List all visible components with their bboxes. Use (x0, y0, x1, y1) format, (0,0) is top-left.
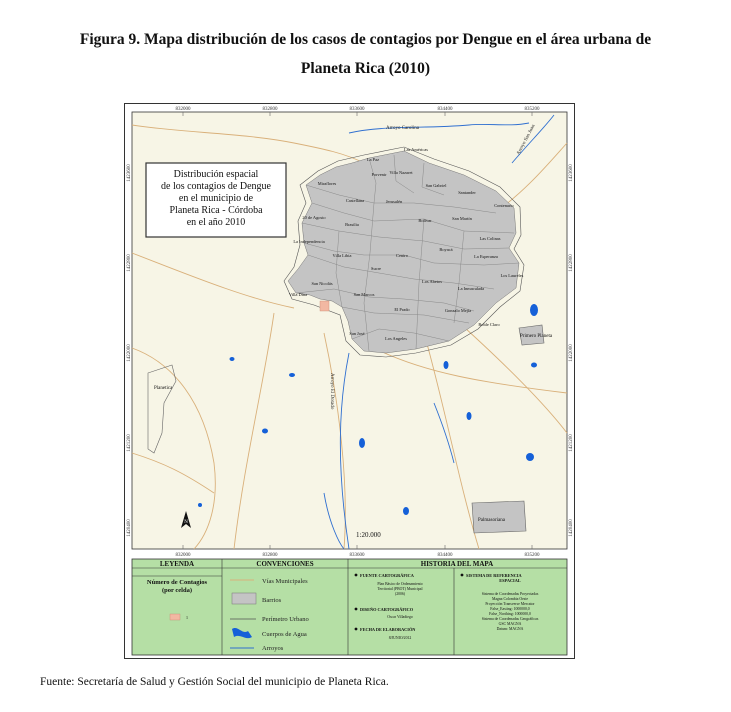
barrio-label: Las Américas (403, 147, 429, 152)
barrio-label: Villa Libia (332, 253, 352, 258)
history-reference-line: Proyección Transverse Mercator (485, 602, 535, 606)
history-date-body: 8/JUNIO/2012 (388, 636, 412, 640)
legend-barrios-swatch (232, 593, 256, 604)
stream-label: Arroyo El Dorado (329, 373, 334, 410)
history-reference-line: False_Easting: 1000000,0 (490, 607, 530, 611)
figure-title-line-2: Planeta Rica (2010) (300, 60, 431, 77)
svg-text:N: N (184, 520, 188, 525)
barrio-label: La Paz (366, 157, 380, 162)
barrio-label: La Inmaculada (457, 286, 485, 291)
y-tick-right: 1421200 (569, 434, 574, 452)
stream-label: Arroyo San Juan (516, 123, 537, 156)
barrio-label: Jerusalén (385, 199, 403, 204)
legend-case-value: 1 (186, 615, 188, 620)
history-reference-line: GSC MAGNA (498, 622, 522, 626)
y-tick-left: 1422800 (127, 254, 132, 272)
barrio-label: Los Angeles (385, 336, 407, 341)
barrio-label: Brasilia (345, 222, 359, 227)
y-tick-left: 1423600 (127, 164, 132, 182)
inset-title-line: Distribución espacial (173, 169, 259, 180)
history-source-title: FUENTE CARTOGRÁFICA (360, 573, 414, 578)
legend-heading: LEYENDA (159, 560, 195, 568)
history-reference-title: ESPACIAL (499, 578, 521, 583)
x-tick-top: 833600 (349, 107, 365, 112)
water-body (262, 429, 268, 434)
barrio-label: El Prado (394, 307, 410, 312)
history-design-body: Oscar Villadiego (387, 615, 413, 619)
barrio-label: San Gabriel (425, 183, 447, 188)
x-tick-top: 832800 (262, 107, 278, 112)
history-reference-line: Datum: MAGNA (496, 627, 524, 631)
inset-title-line: de los contagios de Dengue (161, 181, 271, 192)
barrio-label: La Independencia (293, 239, 325, 244)
map-history-heading: HISTORIA DEL MAPA (420, 560, 494, 568)
water-body (526, 453, 534, 461)
legend-per-cell-label: (por celda) (161, 587, 193, 594)
legend-roads-label: Vías Municipales (262, 578, 308, 585)
history-source-line: Territorial (PBOT) Municipal (377, 587, 423, 591)
barrio-label: Santander (458, 190, 476, 195)
water-body (531, 363, 537, 368)
water-body (198, 503, 202, 507)
y-tick-left: 1421200 (127, 434, 132, 452)
barrio-label: San Nicolás (311, 281, 333, 286)
x-tick-top: 835200 (524, 107, 540, 112)
water-body (403, 507, 409, 515)
history-date-title: FECHA DE ELABORACIÓN (360, 627, 416, 632)
y-tick-left: 1422000 (127, 344, 132, 362)
barrio-label: Roble Claro (478, 322, 500, 327)
legend-water-label: Cuerpos de Agua (262, 631, 307, 638)
legend-barrios-label: Barrios (262, 597, 282, 604)
barrio-label: Villa Nazaret (389, 170, 413, 175)
place-label: Palmasoriana (478, 518, 505, 523)
water-body (467, 412, 472, 420)
barrio-label: Gonzalo Mejía (444, 308, 472, 313)
legend-case-swatch (170, 614, 180, 620)
dengue-map (124, 103, 575, 659)
figure-title-line-1: Figura 9. Mapa distribución de los casos de contagios por Dengue en el área urbana de (79, 31, 652, 48)
history-reference-line: Sistema de Coordenadas Geográficas (481, 617, 539, 621)
x-tick-bottom: 832000 (175, 553, 191, 558)
barrio-label: Contenario (494, 203, 514, 208)
history-source-line: (2006) (394, 592, 406, 596)
barrio-label: San José (349, 331, 365, 336)
barrio-label: Centro (396, 253, 408, 258)
barrio-label: Bolívar (418, 218, 432, 223)
inset-title-line: en el municipio de (178, 193, 254, 204)
barrio-label: Las Colinas (479, 236, 501, 241)
inset-title-line: en el año 2010 (186, 217, 246, 228)
history-design-title: DISEÑO CARTOGRÁFICO (360, 607, 414, 612)
water-body (230, 357, 235, 361)
inset-title-line: Planeta Rica - Córdoba (169, 205, 263, 216)
dengue-case-cells (320, 301, 329, 311)
y-tick-right: 1422800 (569, 254, 574, 272)
stream-label: Arroyo Carolina (386, 126, 419, 131)
conventions-heading: CONVENCIONES (256, 560, 314, 568)
y-tick-left: 1420400 (127, 519, 132, 537)
barrio-label: Porvenir (371, 172, 387, 177)
water-body (359, 438, 365, 448)
barrio-label: 20 de Agosto (302, 215, 326, 220)
barrio-label: San Martín (452, 216, 472, 221)
barrio-label: Sucre (371, 266, 381, 271)
y-tick-right: 1423600 (569, 164, 574, 182)
barrio-label: San Marcos (353, 292, 375, 297)
barrio-label: Los Laureles (500, 273, 524, 278)
history-reference-line: False_Northing: 1000000,0 (489, 612, 531, 616)
history-reference-line: Magna Colombia Oeste (491, 597, 529, 601)
legend-count-label: Número de Contagios (146, 579, 208, 586)
barrio-label: La Esperanza (474, 254, 498, 259)
x-tick-top: 834400 (437, 107, 453, 112)
history-reference-title: SISTEMA DE REFERENCIA (466, 573, 522, 578)
inset-title-box (146, 163, 286, 237)
legend-streams-label: Arroyos (262, 645, 284, 652)
history-reference-line: Sistema de Coordenadas Proyectadas (481, 592, 539, 596)
y-tick-right: 1422000 (569, 344, 574, 362)
water-body (530, 304, 538, 316)
place-label: Primero Planeta (520, 334, 553, 339)
legend-panel (132, 559, 567, 655)
barrio-label: Castellana (345, 198, 365, 203)
water-body (289, 373, 295, 377)
barrio-label: Los Abetos (422, 279, 442, 284)
map-scale: 1:20.000 (356, 531, 381, 539)
x-tick-bottom: 832800 (262, 553, 278, 558)
x-tick-bottom: 834400 (437, 553, 453, 558)
barrio-label: Miraflores (317, 181, 337, 186)
barrio-label: Villa Dina (288, 292, 308, 297)
x-tick-bottom: 835200 (524, 553, 540, 558)
palmasoriana-area (472, 501, 526, 533)
history-source-line: Plan Básico de Ordenamiento (377, 582, 423, 586)
water-body (444, 361, 449, 369)
barrio-label: Boyacá (439, 247, 453, 252)
x-tick-top: 832000 (175, 107, 191, 112)
legend-perimeter-label: Perímetro Urbano (262, 616, 309, 623)
x-tick-bottom: 833600 (349, 553, 365, 558)
place-label: Planetica (154, 386, 173, 391)
y-tick-right: 1420400 (569, 519, 574, 537)
figure-source: Fuente: Secretaría de Salud y Gestión Social del municipio de Planeta Rica. (40, 676, 389, 688)
